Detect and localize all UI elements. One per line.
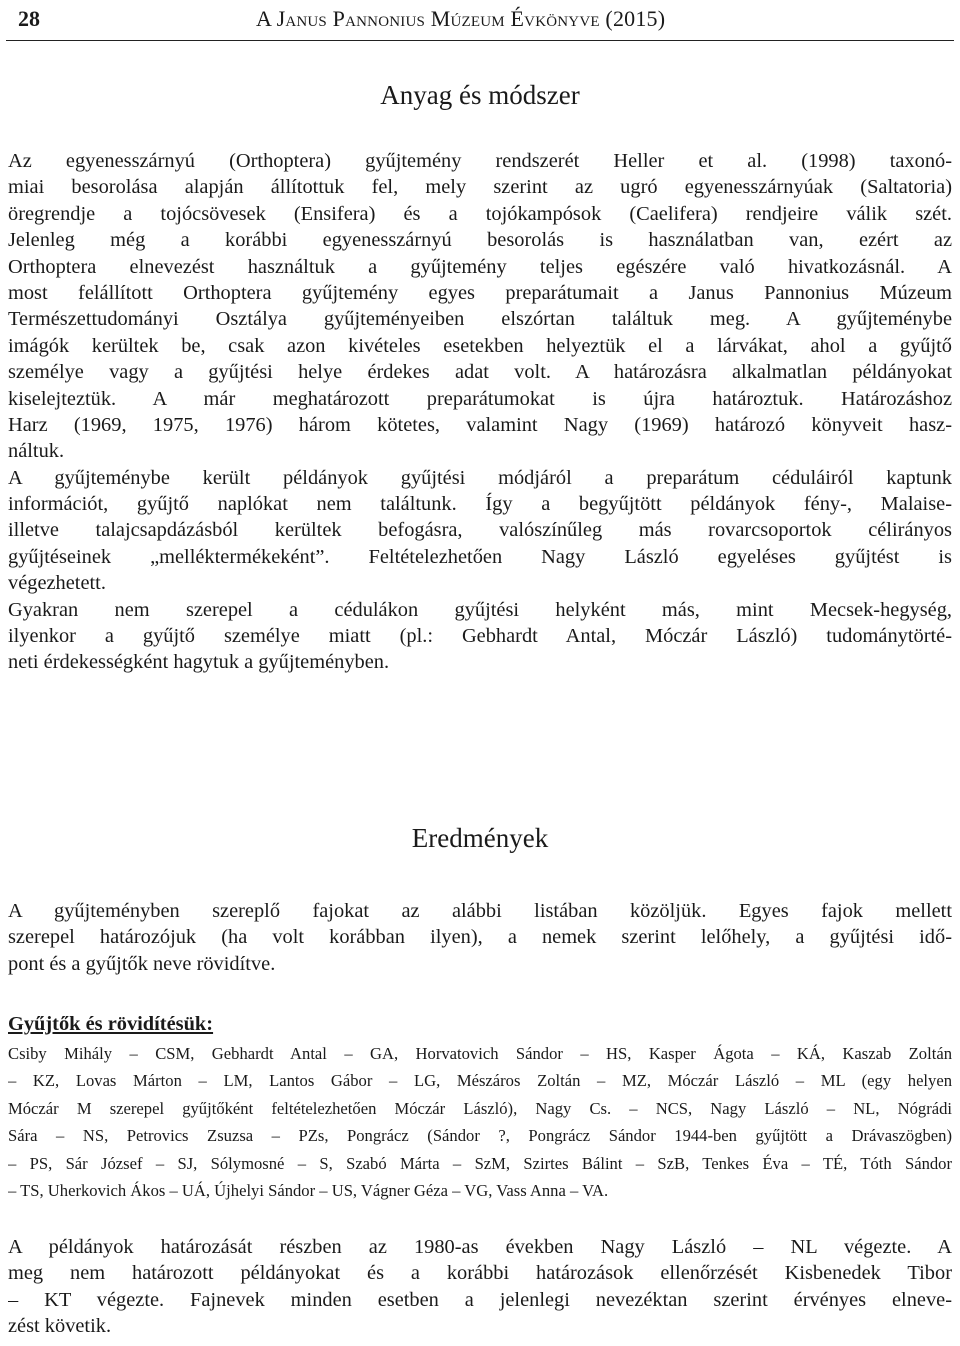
header-rule [6, 40, 954, 41]
text-line: Sára – NS, Petrovics Zsuzsa – PZs, Pongrácz (Sándor ?, Pongrácz Sándor 1944-ben gyűjtött a Drávaszögben) [8, 1126, 952, 1146]
text-line: pont és a gyűjtők neve rövidítve. [8, 952, 276, 975]
section-title-results: Eredmények [411, 823, 549, 853]
text-line: Az egyenesszárnyú (Orthoptera) gyűjtemény rendszerét Heller et al. (1998) taxonó- [8, 150, 952, 172]
text-line: meg nem határozott példányokat és a korábbi határozások ellenőrzését Kisbenedek Tibor [8, 1262, 952, 1285]
text-line: Móczár M szerepel gyűjtőként feltételezhetően Móczár László), Nagy Cs. – NCS, Nagy László – NL, Nógrádi [8, 1098, 952, 1118]
text-line: zést követik. [8, 1315, 112, 1338]
text-line: Orthoptera elnevezést használtuk a gyűjtemény teljes egészére való hivatkozásnál. A [8, 255, 952, 278]
text-line: végezhetett. [8, 572, 106, 595]
text-line: – KZ, Lovas Márton – LM, Lantos Gábor – LG, Mészáros Zoltán – MZ, Móczár László – ML (egy helyen [8, 1071, 952, 1091]
text-line: kiselejteztük. A már meghatározott preparátumokat is újra határoztuk. Határozáshoz [8, 387, 952, 410]
text-line: A gyűjteménybe került példányok gyűjtési módjáról a preparátum céduláiról kaptunk [8, 466, 952, 489]
text-line: öregrendje a tojócsövesek (Ensifera) és a tojókampósok (Caelifera) rendjeire válik szét. [8, 202, 952, 225]
text-line: A példányok határozását részben az 1980-as években Nagy László – NL végezte. A [8, 1236, 952, 1258]
text-line: Harz (1969, 1975, 1976) három kötetes, valamint Nagy (1969) határozó könyveit hasz- [8, 413, 952, 436]
text-line: gyűjtéseinek „melléktermékeként”. Feltételezhetően Nagy László egyeléses gyűjtést is [8, 545, 952, 568]
text-line: Csiby Mihály – CSM, Gebhardt Antal – GA, Horvatovich Sándor – HS, Kasper Ágota – KÁ, Kaszab Zoltán [8, 1044, 952, 1063]
collectors-list [8, 1040, 952, 1204]
text-line: Jelenleg még a korábbi egyenesszárnyú besorolás is használatban van, ezért az [8, 229, 952, 252]
text-line: információt, gyűjtő naplókat nem találtunk. Így a begyűjtött példányok fény-, Malaise- [8, 493, 952, 516]
text-line: A gyűjteményben szereplő fajokat az alábbi listában közöljük. Egyes fajok mellett [8, 900, 952, 922]
text-line: illetve talajcsapdázásból kerültek befogásra, valószínűleg más rovarcsoportok célirányos [8, 519, 952, 542]
text-line: imágók kerültek be, csak azon kivételes esetekben helyeztük el a lárvákat, ahol a gyűjtő [8, 334, 952, 357]
running-title: A Janus Pannonius Múzeum Évkönyve (2015) [256, 6, 666, 31]
section-title-methods: Anyag és módszer [380, 80, 580, 110]
text-line: szerepel határozójuk (ha volt korábban ilyen), a nemek szerint lelőhely, a gyűjtési idő- [8, 926, 952, 949]
results-closing [8, 1234, 952, 1340]
page-header [0, 0, 960, 44]
methods-body [8, 148, 952, 676]
text-line: most felállított Orthoptera gyűjtemény egyes preparátumait a Janus Pannonius Múzeum [8, 281, 952, 304]
text-line: náltuk. [8, 440, 65, 463]
text-line: – PS, Sár József – SJ, Sólymosné – S, Szabó Márta – SzM, Szirtes Bálint – SzB, Tenkes Éva – TÉ, Tóth Sándor [8, 1153, 952, 1173]
collectors-heading: Gyűjtők és rövidítésük: [8, 1013, 214, 1035]
text-line: Gyakran nem szerepel a cédulákon gyűjtési helyként más, mint Mecsek-hegység, [8, 598, 952, 621]
page-number: 28 [18, 6, 40, 31]
text-line: ilyenkor a gyűjtő személye miatt (pl.: Gebhardt Antal, Móczár László) tudománytörté- [8, 625, 952, 648]
text-line: személye vagy a gyűjtési helye érdekes adat volt. A határozásra alkalmatlan példányokat [8, 361, 952, 384]
text-line: – TS, Uherkovich Ákos – UÁ, Újhelyi Sándor – US, Vágner Géza – VG, Vass Anna – VA. [8, 1180, 609, 1200]
text-line: – KT végezte. Fajnevek minden esetben a jelenlegi nevezéktan szerint érvényes elneve- [8, 1288, 952, 1311]
text-line: miai besorolása alapján állítottuk fel, mely szerint az ugró egyenesszárnyúak (Saltatoria) [8, 176, 952, 199]
text-line: Természettudományi Osztálya gyűjteményeiben elszórtan találtuk meg. A gyűjteménybe [8, 308, 952, 331]
results-intro [8, 898, 952, 977]
text-line: neti érdekességként hagytuk a gyűjteményben. [8, 651, 390, 674]
